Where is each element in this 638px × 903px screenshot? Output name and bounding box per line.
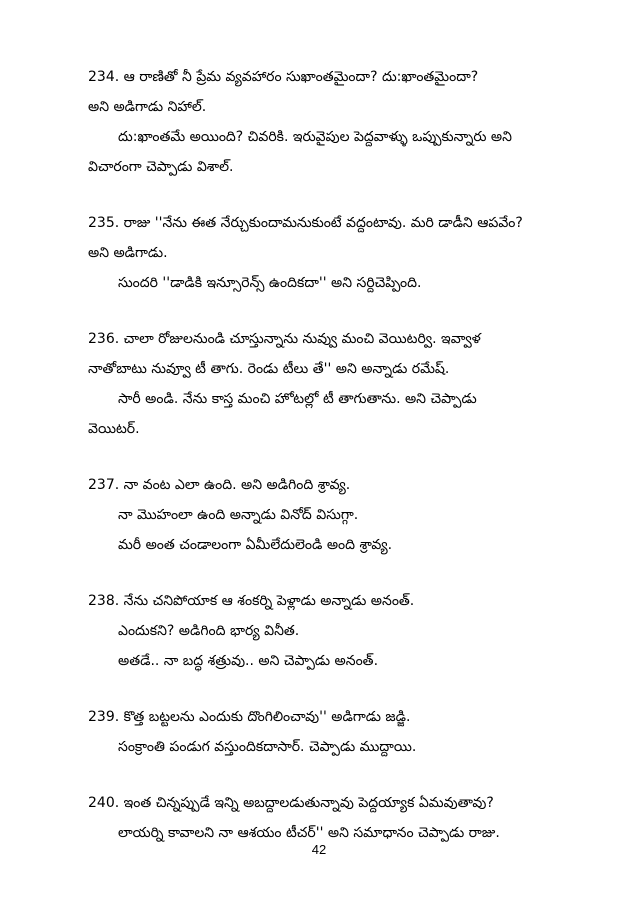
joke-entry <box>88 586 570 676</box>
joke-entry <box>88 788 570 848</box>
text-line: సంక్రాంతి పండుగ వస్తుందికదాసార్. చెప్పాడు ముద్దాయి. <box>118 739 417 755</box>
text-line: నాతోబాటు నువ్వూ టీ తాగు. రెండు టీలు తే'' అని అన్నాడు రమేష్. <box>88 361 450 377</box>
joke-entry <box>88 470 570 560</box>
text-line: సారీ అండి. నేను కాస్త మంచి హోటల్లో టీ తాగుతాను. అని చెప్పాడు <box>118 391 477 407</box>
text-line: 238. నేను చనిపోయాక ఆ శంకర్ని పెళ్లాడు అన్నాడు అనంత్. <box>88 593 415 609</box>
text-line: లాయర్ని కావాలని నా ఆశయం టీచర్'' అని సమాధానం చెప్పాడు రాజు. <box>118 825 500 841</box>
text-line: సుందరి ''డాడికి ఇన్సూరెన్స్ ఉందికదా'' అని సర్దిచెప్పింది. <box>118 275 422 291</box>
text-line: అని అడిగాడు నిహాల్. <box>88 99 207 115</box>
page-number: 42 <box>311 842 327 857</box>
joke-entry <box>88 208 570 298</box>
text-line: మరీ అంత చండాలంగా ఏమీలేదులెండి అంది శ్రావ్య. <box>118 537 393 553</box>
text-line: దు:ఖాంతమే అయింది? చివరికి. ఇరువైపుల పెద్దవాళ్ళు ఒప్పుకున్నారు అని <box>118 129 512 145</box>
text-line: అతడే.. నా బద్ధ శత్రువు.. అని చెప్పాడు అనంత్. <box>118 653 379 669</box>
jokes-list <box>88 62 570 848</box>
text-line: అని అడిగాడు. <box>88 245 168 261</box>
text-line: 240. ఇంత చిన్నప్పుడే ఇన్ని అబద్దాలడుతున్నావు పెద్దయ్యాక ఏమవుతావు? <box>88 795 494 811</box>
text-line: వెయిటర్. <box>88 421 140 437</box>
text-line: 234. ఆ రాణితో నీ ప్రేమ వ్యవహారం సుఖాంతమైందా? దు:ఖాంతమైందా? <box>88 69 479 85</box>
text-line: 237. నా వంట ఎలా ఉంది. అని అడిగింది శ్రావ్య. <box>88 477 351 493</box>
text-line: 236. చాలా రోజులనుండి చూస్తున్నాను నువ్వు మంచి వెయిటర్వి. ఇవ్వాళ <box>88 331 481 347</box>
text-line: ఎందుకని? అడిగింది భార్య వినీత. <box>118 623 300 639</box>
joke-entry <box>88 62 570 182</box>
text-line: 235. రాజు ''నేను ఈత నేర్చుకుందామనుకుంటే వద్దంటావు. మరి డాడీని ఆపవేం? <box>88 215 523 231</box>
text-line: 239. కొత్త బట్టలను ఎందుకు దొంగిలించావు'' అడిగాడు జడ్జి. <box>88 709 411 725</box>
joke-entry <box>88 324 570 444</box>
text-line: నా మొహంలా ఉంది అన్నాడు వినోద్ విసుగ్గా. <box>118 507 359 523</box>
joke-entry <box>88 702 570 762</box>
text-line: విచారంగా చెప్పాడు విశాల్. <box>88 159 234 175</box>
